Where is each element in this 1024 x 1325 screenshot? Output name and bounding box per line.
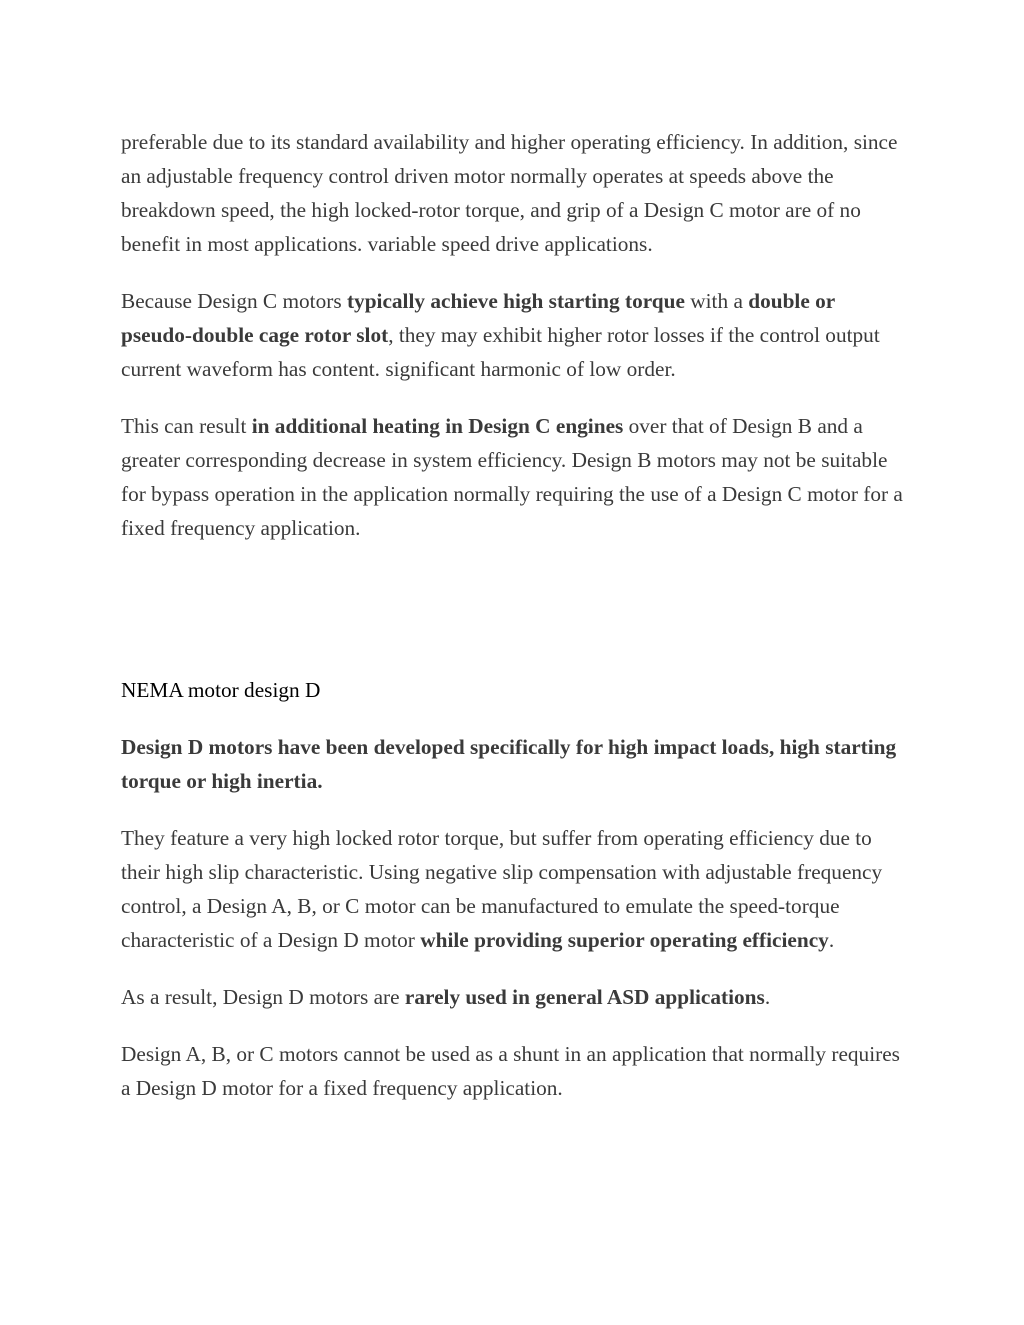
- text-segment: This can result: [121, 414, 252, 438]
- text-segment: Because Design C motors: [121, 289, 347, 313]
- section-heading: NEMA motor design D: [121, 678, 321, 702]
- bold-design-d-intro: Design D motors have been developed specifically for high impact loads, high starting torque or high inertia.: [121, 735, 897, 793]
- text-segment: .: [828, 928, 835, 952]
- text-segment: As a result, Design D motors are: [121, 985, 405, 1009]
- paragraph-additional-heating: [121, 409, 911, 545]
- bold-cage-rotor-slot: double or pseudo-double cage rotor slot: [121, 289, 835, 347]
- bold-high-starting-torque: typically achieve high starting torque: [346, 289, 685, 313]
- paragraph-design-c-rotor: [121, 284, 911, 386]
- text-segment: They feature a very high locked rotor torque, but suffer from operating efficiency due to their high slip characteristic. Using negative slip compensation with adjustable frequency control, a Design A, B, or C motor can be manufactured to emulate the speed-torque characteristic of a Design D motor: [121, 826, 883, 952]
- paragraph-design-d-result: [121, 980, 911, 1014]
- paragraph-design-d-features: [121, 821, 911, 957]
- paragraph-shunt-note: Design A, B, or C motors cannot be used as a shunt in an application that normally requires a Design D motor for a fixed frequency application.: [121, 1042, 900, 1100]
- paragraph-availability: preferable due to its standard availability and higher operating efficiency. In addition, since an adjustable frequency control driven motor normally operates at speeds above the breakdown speed, the high locked-rotor torque, and grip of a Design C motor are of no benefit in most applications. variable speed drive applications.: [121, 130, 898, 256]
- bold-additional-heating: in additional heating in Design C engines: [251, 414, 624, 438]
- text-segment: over that of Design B and a greater corresponding decrease in system efficiency. Design B motors may not be suitable for bypass operation in the application normally requiring the use of a Design C motor for a fixed frequency application.: [121, 414, 903, 540]
- text-segment: with a: [684, 289, 749, 313]
- text-segment: .: [764, 985, 771, 1009]
- text-segment: , they may exhibit higher rotor losses if the control output current waveform has content. significant harmonic of low order.: [121, 323, 880, 381]
- document-page: [121, 125, 911, 1105]
- bold-rarely-used: rarely used in general ASD applications: [404, 985, 765, 1009]
- paragraph-design-d-intro: [121, 730, 911, 798]
- bold-superior-efficiency: while providing superior operating efficiency: [420, 928, 829, 952]
